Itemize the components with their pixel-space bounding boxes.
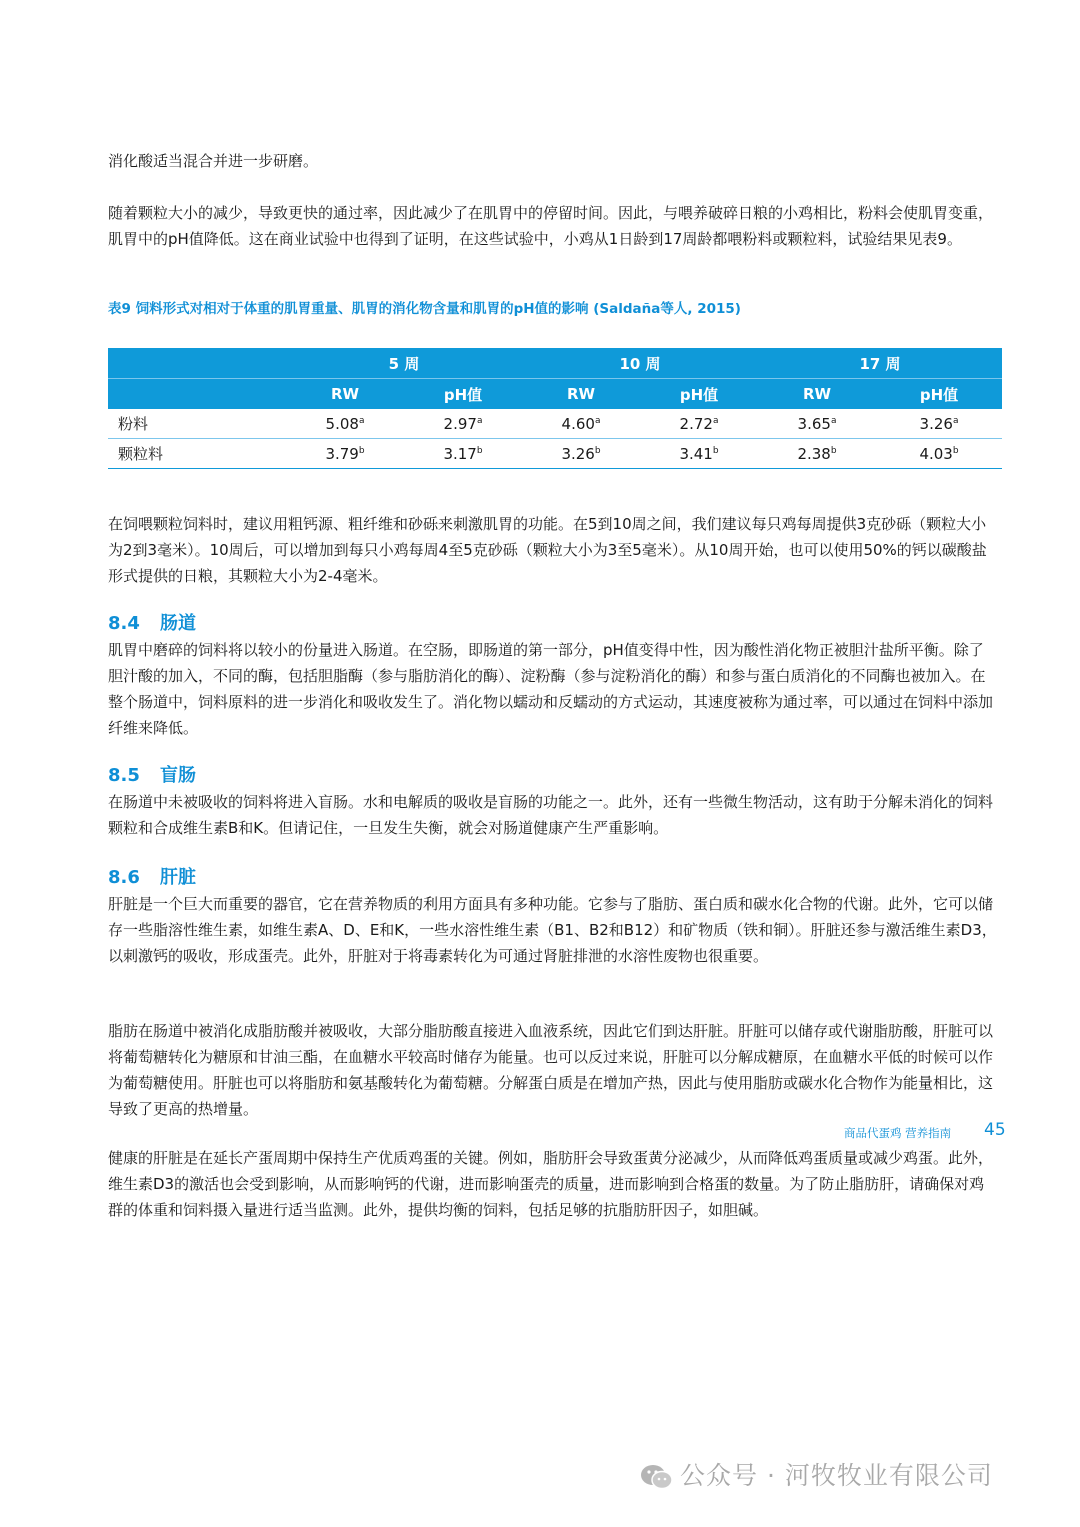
- table-corner: [108, 348, 286, 379]
- heading-8-6: [108, 866, 196, 890]
- table-cell: 2.72$^a$: [640, 409, 758, 439]
- table-cell: 3.26$^a$: [876, 409, 1002, 439]
- table-subheader: pH值: [640, 379, 758, 410]
- paragraph-intro-end: 消化酸适当混合并进一步研磨。: [108, 152, 319, 170]
- table-subheader: RW: [286, 379, 404, 410]
- watermark-text: 公众号 · 河牧牧业有限公司: [680, 1461, 993, 1490]
- gizzard-table: [108, 348, 1002, 469]
- heading-number: 8.5: [108, 765, 140, 786]
- table-group-17w: 17 周: [758, 348, 1002, 379]
- heading-number: 8.4: [108, 613, 140, 634]
- footer-title: 商品代蛋鸡 营养指南: [844, 1126, 952, 1140]
- table-subheader: RW: [522, 379, 640, 410]
- table-group-5w: 5 周: [286, 348, 522, 379]
- paragraph-particle-size: 随着颗粒大小的减少，导致更快的通过率，因此减少了在肌胃中的停留时间。因此，与喂养破碎日粮的小鸡相比，粉料会使肌胃变重，肌胃中的pH值降低。这在商业试验中也得到了证明，在这些试验中，小鸡从1日龄到17周龄都喂粉料或颗粒料，试验结果见表9。: [108, 204, 994, 248]
- table-cell: 5.08$^a$: [286, 409, 404, 439]
- paragraph-cecum: 在肠道中未被吸收的饲料将进入盲肠。水和电解质的吸收是盲肠的功能之一。此外，还有一些微生物活动，这有助于分解未消化的饲料颗粒和合成维生素B和K。但请记住，一旦发生失衡，就会对肠道健康产生严重影响。: [108, 793, 994, 837]
- heading-8-5: [108, 764, 196, 788]
- paragraph-grit: 在饲喂颗粒饲料时，建议用粗钙源、粗纤维和砂砾来刺激肌胃的功能。在5到10周之间，我们建议每只鸡每周提供3克砂砾（颗粒大小为2到3毫米）。10周后，可以增加到每只小鸡每周4至5克砂砾（颗粒大小为3至5毫米）。从10周开始，也可以使用50%的钙以碳酸盐形式提供的日粮，其颗粒大小为2-4毫米。: [108, 515, 987, 585]
- table-cell: 3.41$^b$: [640, 439, 758, 469]
- table-cell: 2.38$^b$: [758, 439, 876, 469]
- heading-number: 8.6: [108, 867, 140, 888]
- paragraph-fat-metabolism: 脂肪在肠道中被消化成脂肪酸并被吸收，大部分脂肪酸直接进入血液系统，因此它们到达肝脏。肝脏可以储存或代谢脂肪酸，肝脏可以将葡萄糖转化为糖原和甘油三酯，在血糖水平较高时储存为能量。也可以反过来说，肝脏可以分解成糖原，在血糖水平低的时候可以作为葡萄糖使用。肝脏也可以将脂肪和氨基酸转化为葡萄糖。分解蛋白质是在增加产热，因此与使用脂肪或碳水化合物作为能量相比，这导致了更高的热增量。: [108, 1022, 994, 1118]
- page-number: 45: [984, 1120, 1006, 1140]
- heading-title: 肝脏: [160, 867, 196, 888]
- row-label: 粉料: [108, 409, 286, 439]
- table-cell: 3.79$^b$: [286, 439, 404, 469]
- table-cell: 2.97$^a$: [404, 409, 522, 439]
- table-cell: 4.03$^b$: [876, 439, 1002, 469]
- table-cell: 4.60$^a$: [522, 409, 640, 439]
- heading-title: 肠道: [160, 613, 196, 634]
- table-subheader: RW: [758, 379, 876, 410]
- paragraph-healthy-liver: 健康的肝脏是在延长产蛋周期中保持生产优质鸡蛋的关键。例如，脂肪肝会导致蛋黄分泌减少，从而降低鸡蛋质量或减少鸡蛋。此外，维生素D3的激活也会受到影响，从而影响钙的代谢，进而影响蛋壳的质量，进而影响到合格蛋的数量。为了防止脂肪肝，请确保对鸡群的体重和饲料摄入量进行适当监测。此外，提供均衡的饲料，包括足够的抗脂肪肝因子，如胆碱。: [108, 1149, 994, 1219]
- table-group-header-row: [108, 348, 1002, 379]
- table-subheader-row: [108, 379, 1002, 410]
- row-label: 颗粒料: [108, 439, 286, 469]
- table-subheader: pH值: [404, 379, 522, 410]
- table-row: [108, 439, 1002, 469]
- table-subheader: pH值: [876, 379, 1002, 410]
- paragraph-intestine: 肌胃中磨碎的饲料将以较小的份量进入肠道。在空肠，即肠道的第一部分，pH值变得中性，因为酸性消化物正被胆汁盐所平衡。除了胆汁酸的加入，不同的酶，包括胆脂酶（参与脂肪消化的酶）、淀粉酶（参与淀粉消化的酶）和参与蛋白质消化的不同酶也被加入。在整个肠道中，饲料原料的进一步消化和吸收发生了。消化物以蠕动和反蠕动的方式运动，其速度被称为通过率，可以通过在饲料中添加纤维来降低。: [108, 641, 994, 737]
- table-row: [108, 409, 1002, 439]
- table-cell: 3.17$^b$: [404, 439, 522, 469]
- heading-8-4: [108, 612, 196, 636]
- table-cell: 3.26$^b$: [522, 439, 640, 469]
- heading-title: 盲肠: [160, 765, 196, 786]
- table-cell: 3.65$^a$: [758, 409, 876, 439]
- paragraph-liver: 肝脏是一个巨大而重要的器官，它在营养物质的利用方面具有多种功能。它参与了脂肪、蛋白质和碳水化合物的代谢。此外，它可以储存一些脂溶性维生素，如维生素A、D、E和K，一些水溶性维生素（B1、B2和B12）和矿物质（铁和铜）。肝脏还参与激活维生素D3，以刺激钙的吸收，形成蛋壳。此外，肝脏对于将毒素转化为可通过肾脏排泄的水溶性废物也很重要。: [108, 895, 997, 965]
- table-corner-2: [108, 379, 286, 410]
- table-group-10w: 10 周: [522, 348, 758, 379]
- wechat-icon: [640, 1463, 674, 1491]
- watermark: [640, 1456, 1060, 1496]
- table-caption: 表9 饲料形式对相对于体重的肌胃重量、肌胃的消化物含量和肌胃的pH值的影响 (Saldaña等人, 2015): [108, 301, 741, 317]
